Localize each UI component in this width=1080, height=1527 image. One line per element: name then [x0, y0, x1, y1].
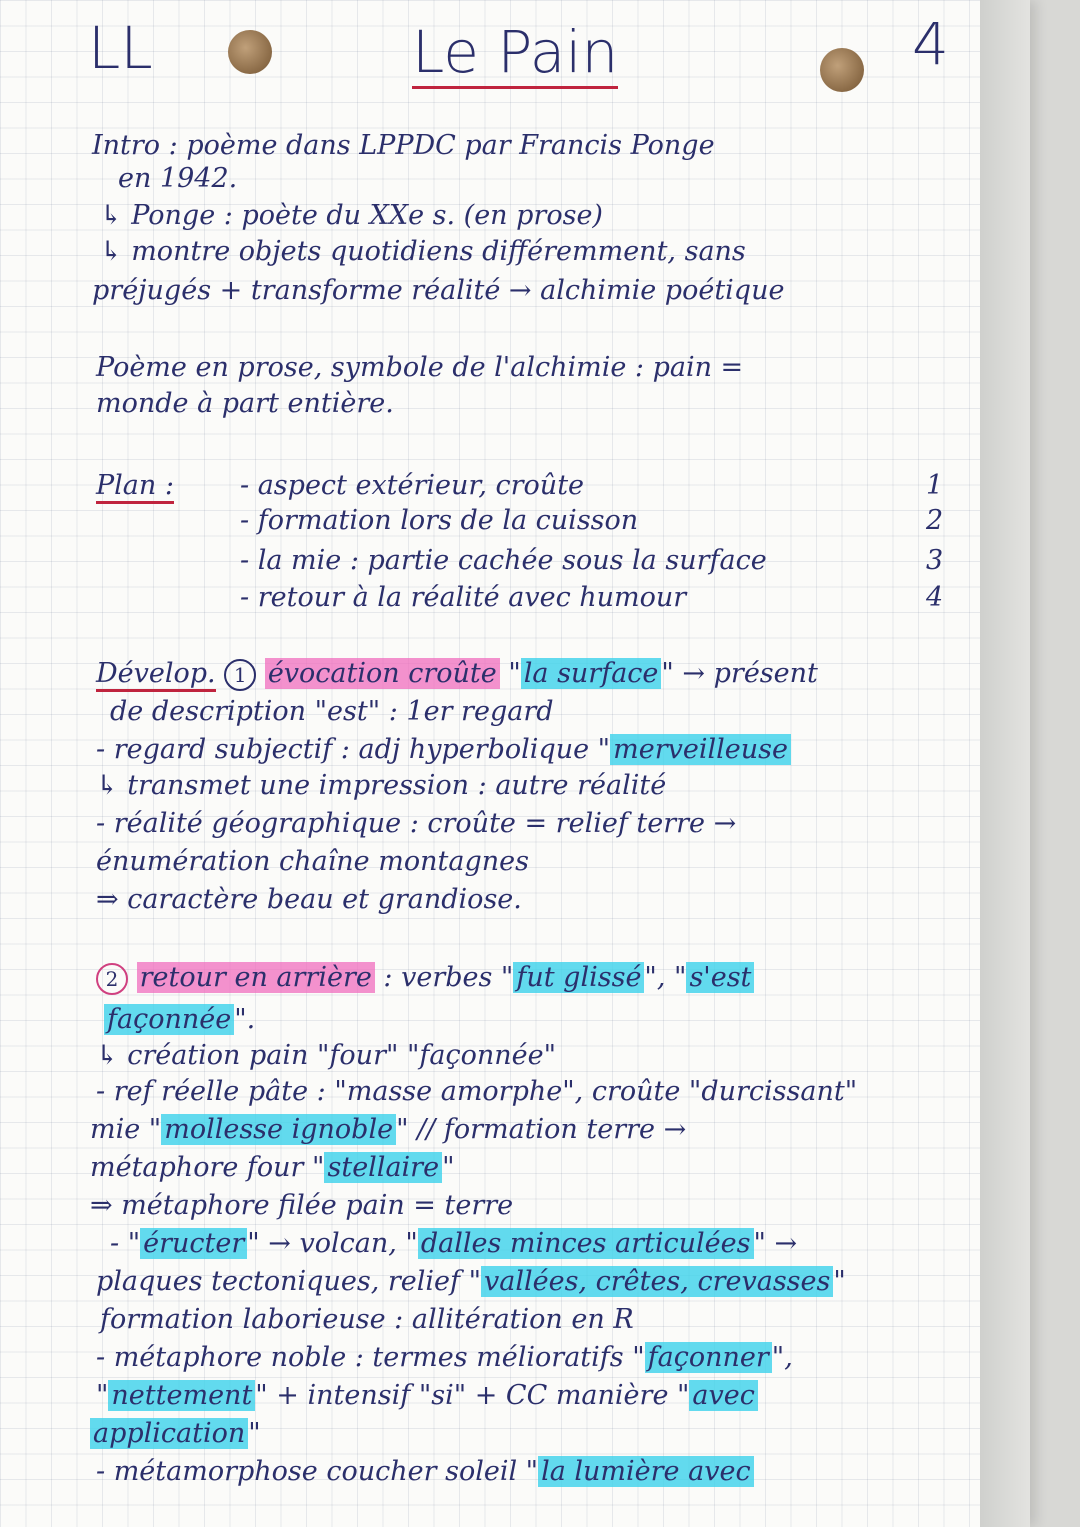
dev2-l14a: - métamorphose coucher soleil ": [96, 1456, 539, 1487]
dev2-line-7: ⇒ métaphore filée pain = terre: [90, 1190, 514, 1221]
dev2-l12b: nettement: [108, 1380, 255, 1411]
plan-item-2-num: 2: [926, 505, 944, 536]
dev2-line-3: ↳ création pain "four" "façonnée": [96, 1040, 557, 1071]
summary-line-2: monde à part entière.: [96, 388, 394, 419]
plan-item-3-num: 3: [926, 545, 944, 576]
dev2-l11c: ",: [771, 1342, 793, 1373]
dev2-l11a: - métaphore noble : termes mélioratifs ": [96, 1342, 645, 1373]
dev2-line-12: [96, 1380, 758, 1412]
plan-item-2: - formation lors de la cuisson: [240, 505, 639, 536]
dev2-l12c: " + intensif "si" + CC manière ": [255, 1380, 690, 1411]
dev1-line-6: énumération chaîne montagnes: [96, 846, 529, 877]
plan-item-4: - retour à la réalité avec humour: [240, 582, 687, 613]
dev2-l8e: " →: [753, 1228, 798, 1259]
dev2-highlight: retour en arrière: [137, 962, 375, 993]
summary-line-1: Poème en prose, symbole de l'alchimie : pain =: [96, 352, 744, 383]
plan-item-1: - aspect extérieur, croûte: [240, 470, 585, 501]
dev1-rest: " → présent: [661, 658, 818, 689]
binder-hole-left: [228, 30, 272, 74]
dev1-quote: la surface: [521, 658, 662, 689]
dev2-a2: ", ": [644, 962, 687, 993]
binder-hole-right: [820, 48, 864, 92]
dev2-l12a: ": [96, 1380, 109, 1411]
dev2-line-2: [104, 1004, 255, 1036]
dev2-a3: ".: [234, 1004, 256, 1035]
dev2-l8a: - ": [110, 1228, 141, 1259]
intro-line-5: préjugés + transforme réalité → alchimie poétique: [92, 275, 785, 306]
plan-item-3: - la mie : partie cachée sous la surface: [240, 545, 767, 576]
dev2-line-8: [110, 1228, 797, 1260]
dev1-prefix: Dévelop.: [96, 658, 216, 692]
dev2-line-10: formation laborieuse : allitération en R: [100, 1304, 634, 1335]
dev2-l13b: ": [248, 1418, 261, 1449]
dev2-l14b: la lumière avec: [538, 1456, 753, 1487]
dev2-l13a: application: [90, 1418, 248, 1449]
dev2-l6b: stellaire: [324, 1152, 442, 1183]
plan-item-4-num: 4: [926, 582, 944, 613]
dev2-line-11: [96, 1342, 793, 1374]
dev1-line-4: ↳ transmet une impression : autre réalité: [96, 770, 667, 801]
dev2-l6a: métaphore four ": [90, 1152, 325, 1183]
dev1-line-3: [96, 734, 791, 766]
dev2-l9a: plaques tectoniques, relief ": [96, 1266, 481, 1297]
dev1-quote-open: ": [508, 658, 521, 689]
dev2-line-5: [90, 1114, 686, 1146]
dev2-line-9: [96, 1266, 846, 1298]
plan-label: [96, 470, 174, 502]
dev2-line-4: - ref réelle pâte : "masse amorphe", croûte "durcissant": [96, 1076, 858, 1107]
dev2-l8d: dalles minces articulées: [418, 1228, 754, 1259]
dev2-q2: s'est: [686, 962, 754, 993]
intro-line-3: ↳ Ponge : poète du XXe s. (en prose): [100, 200, 603, 231]
dev1-line-1: [96, 658, 818, 691]
dev2-l6c: ": [442, 1152, 455, 1183]
dev2-a1: : verbes ": [374, 962, 514, 993]
dev2-q3: façonnée: [104, 1004, 234, 1035]
page-title: [412, 18, 618, 88]
intro-line-2: en 1942.: [118, 163, 238, 194]
dev1-line-3-text: - regard subjectif : adj hyperbolique ": [96, 734, 611, 765]
dev2-line-14: [96, 1456, 754, 1488]
dev1-line-5: - réalité géographique : croûte = relief terre →: [96, 808, 737, 839]
dev1-line-2: de description "est" : 1er regard: [110, 696, 554, 727]
dev2-line-13: [90, 1418, 261, 1450]
dev2-l11b: façonner: [645, 1342, 772, 1373]
dev2-line-1: [96, 962, 754, 995]
paper-edge: [980, 0, 1030, 1527]
plan-item-1-num: 1: [926, 470, 944, 501]
page-number: 4: [912, 10, 949, 78]
dev2-line-6: [90, 1152, 454, 1184]
page-title-text: Le Pain: [412, 18, 618, 89]
dev1-line-7: ⇒ caractère beau et grandiose.: [96, 884, 522, 915]
dev2-l12d: avec: [689, 1380, 757, 1411]
dev2-l9c: ": [833, 1266, 846, 1297]
dev1-line-3-highlight: merveilleuse: [610, 734, 791, 765]
dev2-l5b: mollesse ignoble: [161, 1114, 396, 1145]
dev2-number-circle: 2: [96, 963, 128, 995]
dev1-highlight: évocation croûte: [265, 658, 500, 689]
dev2-l8c: " → volcan, ": [247, 1228, 418, 1259]
dev2-l5a: mie ": [90, 1114, 162, 1145]
dev2-l8b: éructer: [140, 1228, 247, 1259]
dev2-l5c: " // formation terre →: [396, 1114, 687, 1145]
dev2-l9b: vallées, crêtes, crevasses: [481, 1266, 833, 1297]
dev2-q1: fut glissé: [513, 962, 644, 993]
plan-label-text: Plan :: [96, 470, 174, 504]
dev1-number-circle: 1: [224, 659, 256, 691]
header-left-mark: LL: [88, 14, 153, 82]
intro-line-1: Intro : poème dans LPPDC par Francis Ponge: [92, 130, 715, 161]
intro-line-4: ↳ montre objets quotidiens différemment, sans: [100, 236, 746, 267]
